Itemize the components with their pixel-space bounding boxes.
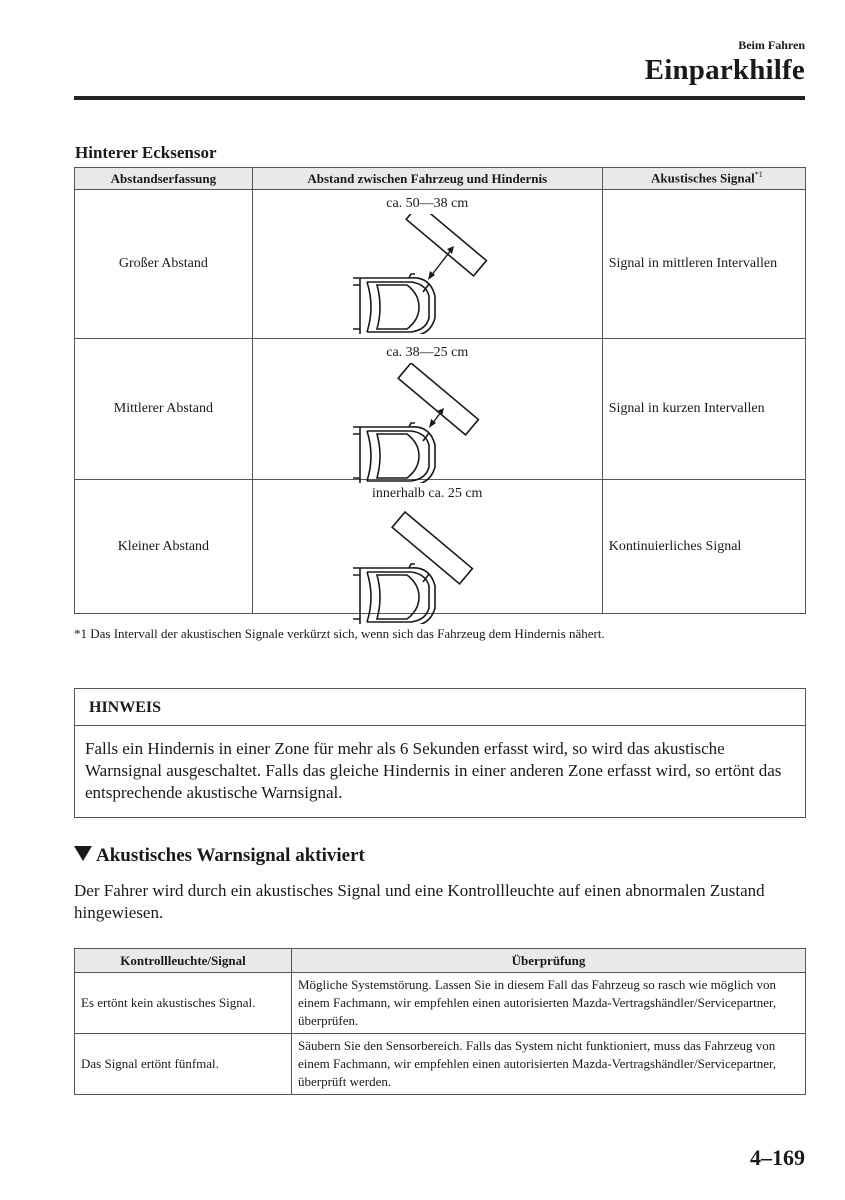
range-cell: Mittlerer Abstand [75, 339, 253, 480]
indicator-cell: Das Signal ertönt fünfmal. [75, 1034, 292, 1095]
table-row [75, 480, 806, 614]
distance-cell [252, 190, 602, 339]
check-cell: Mögliche Systemstörung. Lassen Sie in diesem Fall das Fahrzeug so rasch wie möglich von einem Fachmann, wir empfehlen einen autorisierten Mazda-Vertragshändler/Servicepartner, überprüfen. [292, 973, 806, 1034]
check-cell: Säubern Sie den Sensorbereich. Falls das System nicht funktioniert, muss das Fahrzeug von einem Fachmann, wir empfehlen einen autorisierten Mazda-Vertragshändler/Servicepartner, überprüft werden. [292, 1034, 806, 1095]
distance-cell [252, 339, 602, 480]
signal-cell: Signal in kurzen Intervallen [602, 339, 805, 480]
table-footnote: *1 Das Intervall der akustischen Signale verkürzt sich, wenn sich das Fahrzeug dem Hindernis nähert. [74, 626, 605, 641]
range-cell: Kleiner Abstand [75, 480, 253, 614]
section-title-text: Akustisches Warnsignal aktiviert [96, 845, 365, 866]
table-row [75, 973, 806, 1034]
sensor-table [74, 167, 806, 614]
table-row [75, 339, 806, 480]
column-header-range: Abstandserfassung [75, 168, 253, 190]
car-obstacle-diagram [353, 504, 513, 624]
distance-label: ca. 38—25 cm [386, 345, 469, 360]
page-title: Einparkhilfe [644, 54, 805, 86]
sensor-table-title: Hinterer Ecksensor [75, 143, 217, 162]
section-title [74, 845, 365, 867]
triangle-down-icon [74, 846, 92, 861]
distance-label: innerhalb ca. 25 cm [372, 486, 483, 501]
distance-cell [252, 480, 602, 614]
column-header-indicator: Kontrollleuchte/Signal [75, 949, 292, 973]
range-cell: Großer Abstand [75, 190, 253, 339]
section-paragraph: Der Fahrer wird durch ein akustisches Signal und eine Kontrollleuchte auf einen abnormalen Zustand hingewiesen. [74, 881, 765, 922]
column-header-check: Überprüfung [292, 949, 806, 973]
table-row [75, 190, 806, 339]
signal-cell: Signal in mittleren Intervallen [602, 190, 805, 339]
header-section-label: Beim Fahren [738, 38, 805, 52]
note-heading: HINWEIS [75, 689, 805, 726]
note-box [74, 688, 806, 818]
note-text: Falls ein Hindernis in einer Zone für mehr als 6 Sekunden erfasst wird, so wird das akustische Warnsignal ausgeschaltet. Falls das gleiche Hindernis in einer anderen Zone erfasst wird, so ertönt das entsprechende akustische Warnsignal. [85, 739, 782, 802]
header-divider [74, 96, 805, 100]
page-number: 4–169 [750, 1145, 805, 1170]
table-row [75, 1034, 806, 1095]
column-header-signal-label: Akustisches Signal [651, 170, 755, 186]
car-obstacle-diagram [353, 214, 513, 334]
check-table [74, 948, 806, 1095]
column-header-signal [602, 168, 805, 190]
signal-cell: Kontinuierliches Signal [602, 480, 805, 614]
car-obstacle-diagram [353, 363, 513, 483]
distance-label: ca. 50—38 cm [386, 196, 469, 211]
indicator-cell: Es ertönt kein akustisches Signal. [75, 973, 292, 1034]
column-header-distance: Abstand zwischen Fahrzeug und Hindernis [252, 168, 602, 190]
footnote-mark: *1 [754, 170, 763, 180]
